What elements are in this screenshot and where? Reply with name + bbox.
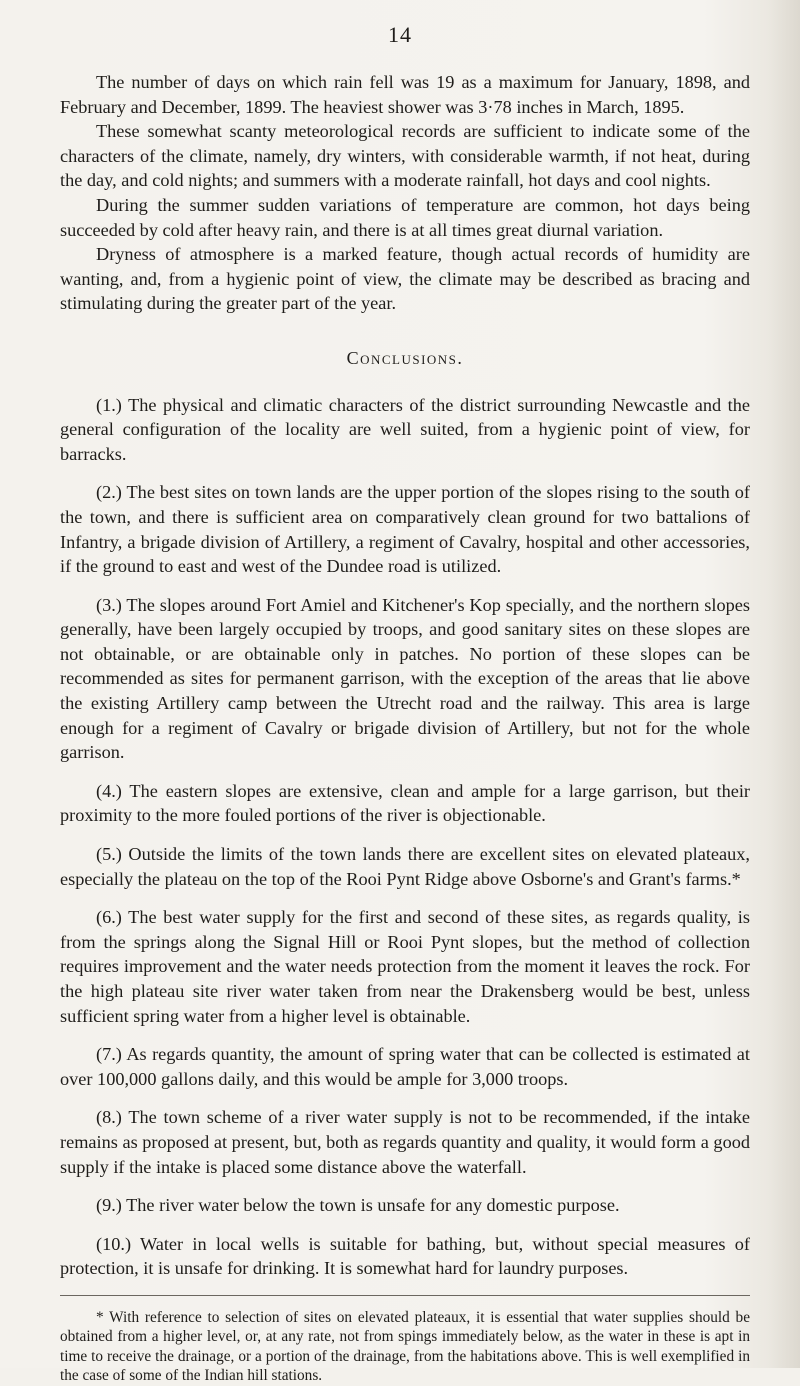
conclusion-item: (8.) The town scheme of a river water supply is not to be recommended, if the intake remains as proposed at present, but, both as regards quantity and quality, it would form a good supply if the intake is placed some distance above the waterfall. bbox=[60, 1107, 750, 1177]
paragraph: The number of days on which rain fell was 19 as a maximum for January, 1898, and February and December, 1899. The heaviest shower was 3·78 inches in March, 1895. bbox=[60, 72, 750, 117]
conclusion-item: (10.) Water in local wells is suitable for bathing, but, without special measures of protection, it is unsafe for drinking. It is somewhat hard for laundry purposes. bbox=[60, 1233, 750, 1279]
page-number: 14 bbox=[388, 22, 412, 47]
conclusion-item: (6.) The best water supply for the first and second of these sites, as regards quality, is from the springs along the Signal Hill or Rooi Pynt slopes, but the method of collection requires improvement and the water needs protection from the moment it leaves the rock. For the high plateau site river water taken from near the Drakensberg would be best, unless sufficient spring water from a higher level is obtainable. bbox=[60, 907, 750, 1026]
paragraph: During the summer sudden variations of temperature are common, hot days being succeeded by cold after heavy rain, and there is at all times great diurnal variation. bbox=[60, 194, 750, 240]
conclusion-item: (7.) As regards quantity, the amount of spring water that can be collected is estimated at over 100,000 gallons daily, and this would be ample for 3,000 troops. bbox=[60, 1044, 750, 1089]
paragraph: Dryness of atmosphere is a marked feature, though actual records of humidity are wanting, and, from a hygienic point of view, the climate may be described as bracing and stimulating during the greater part of the year. bbox=[60, 244, 750, 314]
conclusion-item: (1.) The physical and climatic characters of the district surrounding Newcastle and the general configuration of the locality are well suited, from a hygienic point of view, for barracks. bbox=[60, 394, 750, 464]
footnote: * With reference to selection of sites on elevated plateaux, it is essential that water supplies should be obtained from a higher level, or, at any rate, not from spings immediately below, as the water in these is apt in time to receive the drainage, or a portion of the drainage, from the habitations above. This is well exemplified in the case of some of the Indian hill stations. bbox=[60, 1308, 750, 1385]
conclusion-item: (9.) The river water below the town is unsafe for any domestic purpose. bbox=[96, 1195, 620, 1216]
conclusion-item: (5.) Outside the limits of the town lands there are excellent sites on elevated plateaux, especially the plateau on the top of the Rooi Pynt Ridge above Osborne's and Grant's farms.* bbox=[60, 844, 750, 889]
footnote-divider bbox=[60, 1295, 750, 1296]
conclusion-item: (3.) The slopes around Fort Amiel and Kitchener's Kop specially, and the northern slopes generally, have been largely occupied by troops, and good sanitary sites on these slopes are not obtainable, or are obtainable only in patches. No portion of these slopes can be recommended as sites for permanent garrison, with the exception of the areas that lie above the existing Artillery camp between the Utrecht road and the railway. This area is large enough for a regiment of Cavalry or brigade division of Artillery, but not for the whole garrison. bbox=[60, 594, 750, 763]
section-heading: Conclusions. bbox=[346, 347, 464, 368]
conclusion-item: (4.) The eastern slopes are extensive, clean and ample for a large garrison, but their proximity to the more fouled portions of the river is objectionable. bbox=[60, 780, 750, 826]
conclusion-item: (2.) The best sites on town lands are the upper portion of the slopes rising to the south of the town, and there is sufficient area on comparatively clean ground for two battalions of Infantry, a brigade division of Artillery, a regiment of Cavalry, hospital and other accessories, if the ground to east and west of the Dundee road is utilized. bbox=[60, 482, 750, 577]
body-text bbox=[60, 70, 750, 1386]
paragraph: These somewhat scanty meteorological records are sufficient to indicate some of the characters of the climate, namely, dry winters, with considerable warmth, if not heat, during the day, and cold nights; and summers with a moderate rainfall, hot days and cool nights. bbox=[60, 121, 750, 191]
